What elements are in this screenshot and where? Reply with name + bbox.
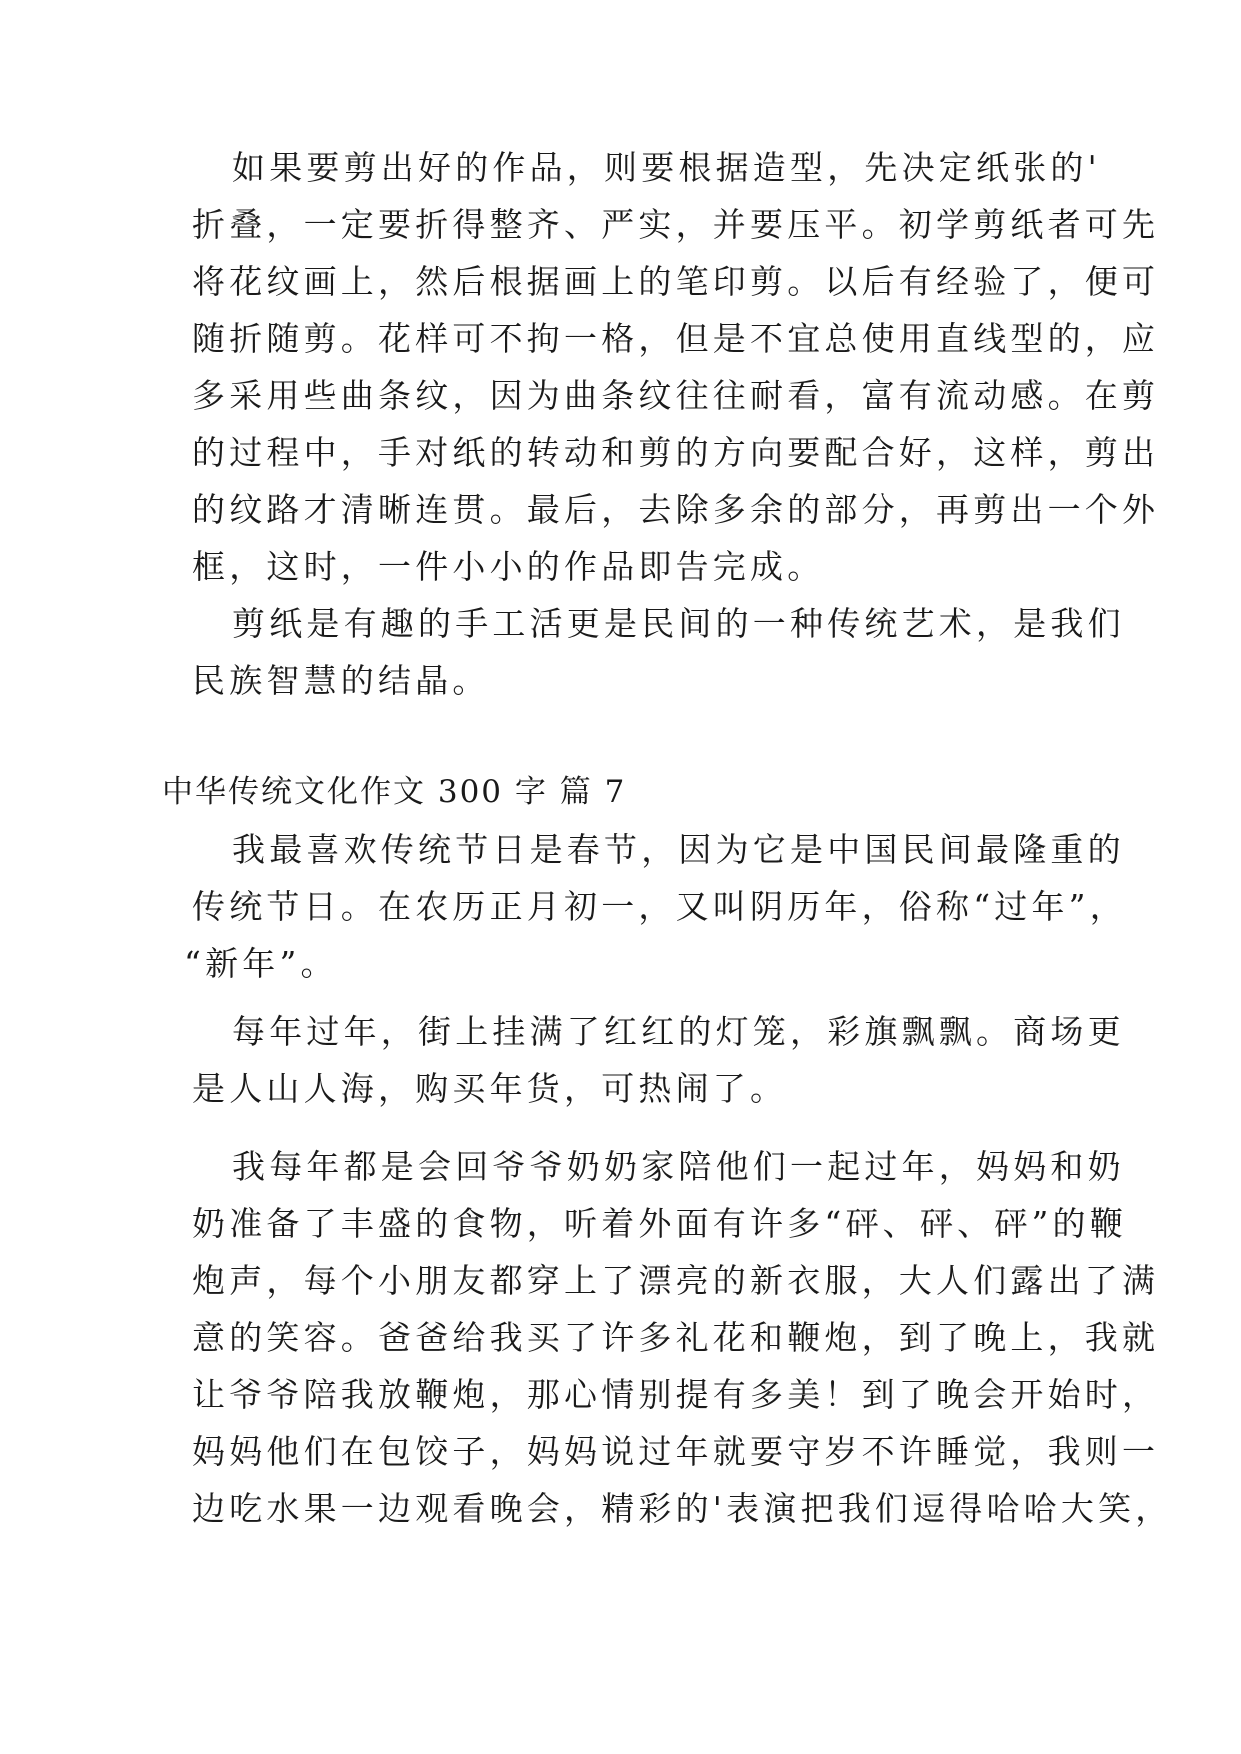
- text-line: 边吃水果一边观看晚会，精彩的'表演把我们逗得哈哈大笑，: [192, 1489, 1173, 1528]
- text-line: 折叠，一定要折得整齐、严实，并要压平。初学剪纸者可先: [192, 205, 1160, 244]
- text-line: 我最喜欢传统节日是春节，因为它是中国民间最隆重的: [232, 830, 1125, 869]
- text-line: 将花纹画上，然后根据画上的笔印剪。以后有经验了，便可: [192, 262, 1160, 301]
- text-line: 炮声，每个小朋友都穿上了漂亮的新衣服，大人们露出了满: [192, 1261, 1160, 1300]
- text-line: 我每年都是会回爷爷奶奶家陪他们一起过年，妈妈和奶: [232, 1147, 1125, 1186]
- text-line: 民族智慧的结晶。: [192, 661, 490, 700]
- text-line: 传统节日。在农历正月初一，又叫阴历年，俗称“过年”，: [192, 887, 1127, 926]
- text-line: 多采用些曲条纹，因为曲条纹往往耐看，富有流动感。在剪: [192, 376, 1160, 415]
- text-line: 框，这时，一件小小的作品即告完成。: [192, 547, 825, 586]
- text-line: 的过程中，手对纸的转动和剪的方向要配合好，这样，剪出: [192, 433, 1160, 472]
- text-line: 如果要剪出好的作品，则要根据造型，先决定纸张的': [232, 148, 1101, 187]
- text-line: “新年”。: [184, 944, 338, 983]
- text-line: 每年过年，街上挂满了红红的灯笼，彩旗飘飘。商场更: [232, 1012, 1125, 1051]
- text-line: 意的笑容。爸爸给我买了许多礼花和鞭炮，到了晚上，我就: [192, 1318, 1160, 1357]
- text-line: 妈妈他们在包饺子，妈妈说过年就要守岁不许睡觉，我则一: [192, 1432, 1160, 1471]
- text-line: 让爷爷陪我放鞭炮，那心情别提有多美！到了晚会开始时，: [192, 1375, 1160, 1414]
- text-line: 剪纸是有趣的手工活更是民间的一种传统艺术，是我们: [232, 604, 1125, 643]
- text-line: 的纹路才清晰连贯。最后，去除多余的部分，再剪出一个外: [192, 490, 1160, 529]
- text-line: 奶准备了丰盛的食物，听着外面有许多“砰、砰、砰”的鞭: [192, 1204, 1127, 1243]
- text-line: 随折随剪。花样可不拘一格，但是不宜总使用直线型的，应: [192, 319, 1160, 358]
- text-line: 是人山人海，购买年货，可热闹了。: [192, 1069, 788, 1108]
- section-heading: 中华传统文化作文 300 字 篇 7: [162, 774, 627, 810]
